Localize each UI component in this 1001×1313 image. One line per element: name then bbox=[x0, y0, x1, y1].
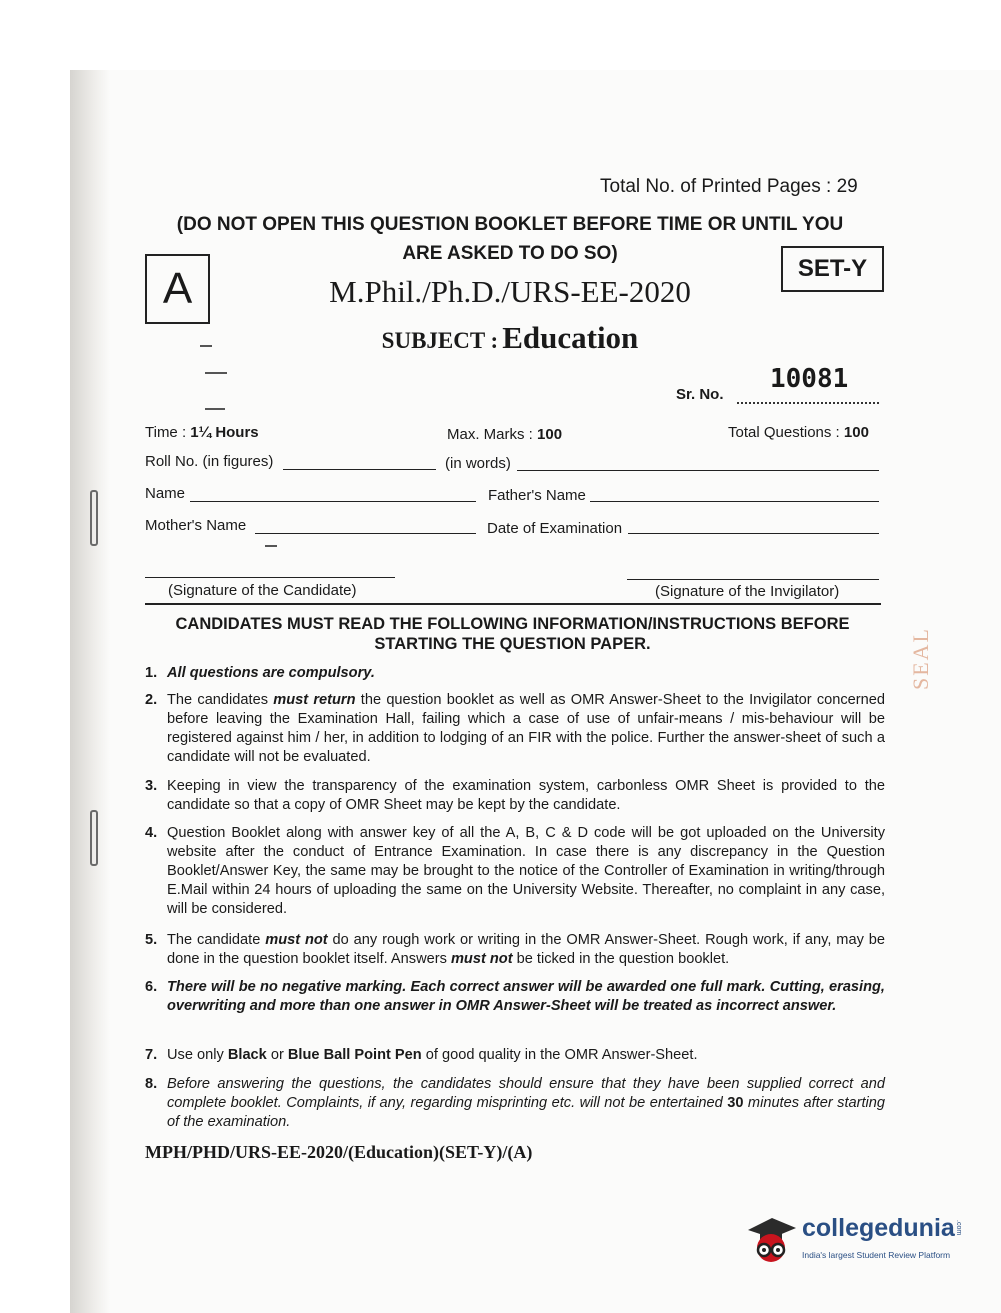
roll-words-line[interactable] bbox=[517, 470, 879, 471]
subject-line bbox=[330, 320, 690, 356]
text-run: be ticked in the question booklet. bbox=[512, 951, 730, 967]
text-run: or bbox=[266, 1047, 288, 1063]
total-questions-value: 100 bbox=[843, 424, 869, 441]
text-run-emphasis: must return bbox=[273, 692, 356, 708]
instruction-item-2 bbox=[145, 691, 885, 767]
date-label: Date of Examination bbox=[487, 520, 623, 537]
collegedunia-domain: .com bbox=[955, 1220, 962, 1236]
total-questions-field bbox=[728, 424, 869, 441]
text-run: minutes after starting of the examination. bbox=[167, 1095, 886, 1130]
invigilator-sign-label: (Signature of the Invigilator) bbox=[655, 583, 840, 600]
warning-line-1: (DO NOT OPEN THIS QUESTION BOOKLET BEFORE TIME OR UNTIL YOU bbox=[176, 214, 844, 235]
total-questions-label: Total Questions : bbox=[728, 424, 840, 441]
instructions-heading-2: STARTING THE QUESTION PAPER. bbox=[374, 635, 651, 653]
text-run-bold: Black bbox=[227, 1047, 267, 1063]
instruction-text: There will be no negative marking. Each correct answer will be awarded one full mark. Cutting, erasing, overwriting and more than one answer in OMR Answer-Sheet will be treated as incorrect answer. bbox=[167, 979, 885, 1014]
printed-pages: Total No. of Printed Pages : 29 bbox=[600, 176, 858, 197]
instruction-text bbox=[167, 1075, 885, 1132]
instructions-heading-1: CANDIDATES MUST READ THE FOLLOWING INFORMATION/INSTRUCTIONS BEFORE bbox=[175, 615, 850, 633]
stray-mark bbox=[205, 408, 225, 410]
instruction-number: 4. bbox=[145, 825, 158, 841]
serial-number: 10081 bbox=[770, 364, 849, 394]
roll-words-label: (in words) bbox=[445, 455, 511, 472]
instruction-text: All questions are compulsory. bbox=[167, 665, 375, 681]
date-line[interactable] bbox=[628, 533, 879, 534]
instruction-number: 1. bbox=[145, 665, 158, 681]
mother-line[interactable] bbox=[255, 533, 476, 534]
mother-label: Mother's Name bbox=[145, 517, 247, 534]
instruction-number: 6. bbox=[145, 979, 158, 995]
instruction-text bbox=[167, 1046, 885, 1065]
stray-mark bbox=[265, 545, 277, 547]
collegedunia-watermark bbox=[742, 1212, 972, 1272]
collegedunia-brand: collegedunia bbox=[802, 1214, 955, 1242]
exam-title: M.Phil./Ph.D./URS-EE-2020 bbox=[329, 274, 691, 309]
instruction-number: 2. bbox=[145, 692, 158, 708]
time-field bbox=[145, 424, 259, 441]
serial-label: Sr. No. bbox=[676, 386, 724, 403]
instruction-item-3 bbox=[145, 777, 885, 815]
text-run-emphasis: must not bbox=[450, 951, 513, 967]
father-label: Father's Name bbox=[488, 487, 586, 504]
staple bbox=[90, 490, 98, 546]
time-label: Time : bbox=[145, 424, 187, 441]
instruction-text bbox=[167, 691, 885, 767]
instruction-item-8 bbox=[145, 1075, 885, 1132]
instruction-number: 7. bbox=[145, 1047, 158, 1063]
text-run-emphasis: must not bbox=[265, 932, 328, 948]
name-label: Name bbox=[145, 485, 186, 502]
text-run: Before answering the questions, the candidates should ensure that they have been supplied correct and complete booklet. Complaints, if any, regarding misprinting etc. will not be entertained bbox=[167, 1076, 885, 1111]
footer-code: MPH/PHD/URS-EE-2020/(Education)(SET-Y)/(A) bbox=[145, 1142, 533, 1162]
instruction-number: 5. bbox=[145, 932, 158, 948]
booklet-series-box: A bbox=[145, 254, 210, 324]
text-run: Use only bbox=[167, 1047, 228, 1063]
instruction-text bbox=[167, 931, 885, 969]
paper-fold-shadow bbox=[70, 70, 110, 1313]
text-run: the question booklet as well as OMR Answer-Sheet to the Invigilator concerned before leaving the Examination Hall, failing which a case of use of unfair-means / mis-behaviour will be registered against him / her, in addition to lodging of an FIR with the police. Further the answer-sheet of such a candidate will not be evaluated. bbox=[167, 692, 885, 765]
text-run: of good quality in the OMR Answer-Sheet. bbox=[421, 1047, 698, 1063]
subject-value: Education bbox=[502, 320, 639, 355]
max-marks-field bbox=[447, 426, 562, 443]
instruction-item-4 bbox=[145, 824, 885, 919]
collegedunia-tagline: India's largest Student Review Platform bbox=[802, 1250, 951, 1260]
instruction-text: Keeping in view the transparency of the examination system, carbonless OMR Sheet is provided to the candidate so that a copy of OMR Sheet may be kept by the candidate. bbox=[167, 778, 885, 813]
instruction-item-5 bbox=[145, 931, 885, 969]
text-run-bold: 30 bbox=[727, 1095, 744, 1111]
staple bbox=[90, 810, 98, 866]
father-line[interactable] bbox=[590, 501, 879, 502]
instruction-item-6 bbox=[145, 978, 885, 1016]
text-run-bold: Blue Ball Point Pen bbox=[287, 1047, 422, 1063]
instruction-item-7 bbox=[145, 1046, 885, 1065]
candidate-sign-label: (Signature of the Candidate) bbox=[168, 582, 357, 599]
stray-mark bbox=[205, 372, 227, 374]
stray-mark bbox=[200, 345, 212, 347]
text-run: The candidates bbox=[167, 692, 274, 708]
instruction-text: Question Booklet along with answer key of all the A, B, C & D code will be got uploaded on the University website after the conduct of Entrance Examination. In case there is any discrepancy in the Question Booklet/Answer Key, the same may be brought to the notice of the Controller of Examination in writing/through E.Mail within 24 hours of uploading the same on the University Website. Thereafter, no complaint in any case, will be considered. bbox=[167, 825, 885, 917]
section-divider bbox=[145, 603, 881, 605]
max-marks-value: 100 bbox=[537, 426, 563, 443]
instruction-number: 8. bbox=[145, 1076, 158, 1092]
collegedunia-mascot-icon bbox=[742, 1212, 800, 1270]
instruction-number: 3. bbox=[145, 778, 158, 794]
invigilator-sign-line[interactable] bbox=[627, 579, 879, 580]
max-marks-label: Max. Marks : bbox=[447, 426, 533, 443]
roll-figures-line[interactable] bbox=[283, 469, 436, 470]
roll-figures-label: Roll No. (in figures) bbox=[145, 453, 274, 470]
warning-line-2: ARE ASKED TO DO SO) bbox=[402, 243, 618, 264]
candidate-sign-line[interactable] bbox=[145, 577, 395, 578]
time-value: 1¼ Hours bbox=[190, 424, 259, 441]
instruction-item-1 bbox=[145, 664, 885, 683]
subject-label: SUBJECT : bbox=[381, 328, 499, 353]
serial-dotted-line bbox=[737, 402, 879, 404]
seal-stamp: SEAL bbox=[908, 627, 933, 690]
text-run: do any rough work or writing in the OMR Answer-Sheet. Rough work, if any, may be done in the question booklet itself. Answers bbox=[167, 932, 885, 967]
set-box: SET-Y bbox=[781, 246, 884, 292]
text-run: The candidate bbox=[167, 932, 266, 948]
name-line[interactable] bbox=[190, 501, 476, 502]
